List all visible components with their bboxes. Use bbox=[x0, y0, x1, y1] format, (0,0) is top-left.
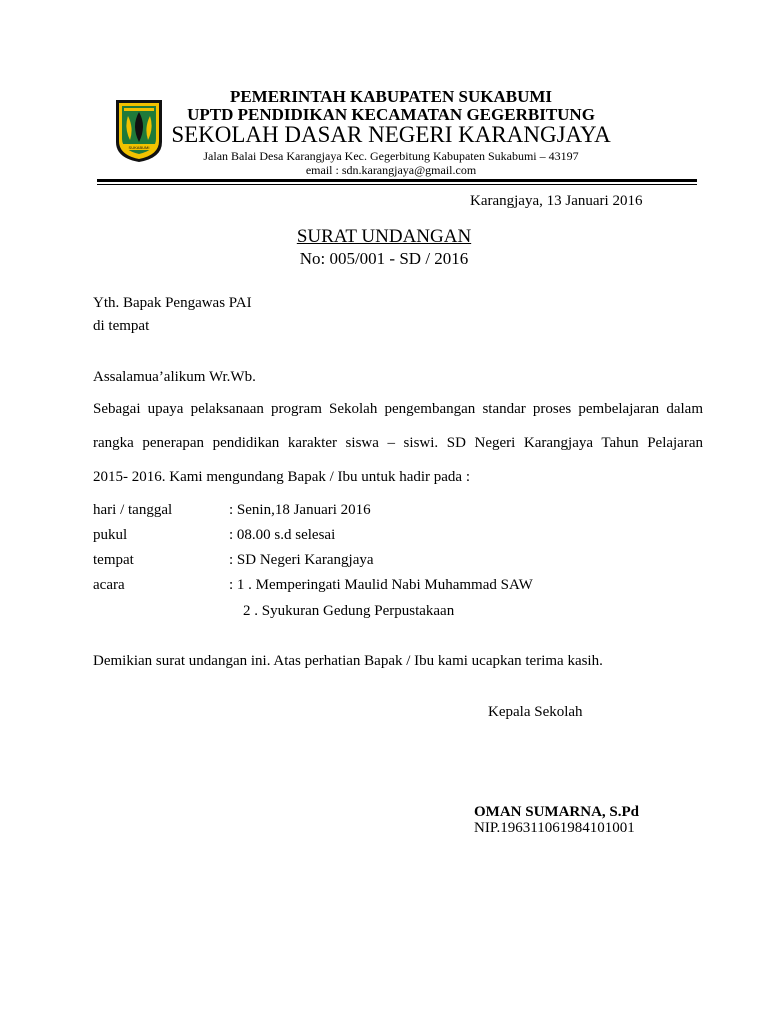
signature-name: OMAN SUMARNA, S.Pd bbox=[474, 804, 639, 820]
recipient-line: Yth. Bapak Pengawas PAI bbox=[93, 295, 252, 311]
detail-label-event: acara bbox=[93, 577, 125, 593]
detail-label-time: pukul bbox=[93, 527, 128, 543]
letterhead-address: Jalan Balai Desa Karangjaya Kec. Gegerbitung Kabupaten Sukabumi – 43197 bbox=[203, 149, 579, 163]
body-line-2: rangka penerapan pendidikan karakter siswa – siswi. SD Negeri Karangjaya Tahun Pelajaran bbox=[93, 435, 703, 451]
greeting: Assalamua’alikum Wr.Wb. bbox=[93, 369, 256, 385]
letterhead-government-line: PEMERINTAH KABUPATEN SUKABUMI bbox=[229, 87, 553, 106]
letterhead-divider-thick bbox=[97, 179, 697, 182]
body-line-3: 2015- 2016. Kami mengundang Bapak / Ibu untuk hadir pada : bbox=[93, 469, 471, 485]
detail-value-day: : Senin,18 Januari 2016 bbox=[229, 502, 371, 518]
detail-value-time: : 08.00 s.d selesai bbox=[229, 527, 336, 543]
closing-sentence: Demikian surat undangan ini. Atas perhatian Bapak / Ibu kami ucapkan terima kasih. bbox=[93, 653, 603, 669]
recipient-place: di tempat bbox=[93, 318, 150, 334]
emblem-banner-text: SUKABUMI bbox=[128, 145, 150, 150]
signature-nip: NIP.196311061984101001 bbox=[474, 820, 635, 836]
letterhead-office-line: UPTD PENDIDIKAN KECAMATAN GEGERBITUNG bbox=[187, 105, 595, 124]
detail-label-place: tempat bbox=[93, 552, 134, 568]
detail-value-place: : SD Negeri Karangjaya bbox=[229, 552, 374, 568]
detail-value-event: : 1 . Memperingati Maulid Nabi Muhammad SAW bbox=[229, 577, 533, 593]
signature-role: Kepala Sekolah bbox=[488, 704, 583, 720]
letter-title: SURAT UNDANGAN bbox=[296, 226, 472, 247]
detail-label-day: hari / tanggal bbox=[93, 502, 173, 518]
letter-number: No: 005/001 - SD / 2016 bbox=[299, 249, 469, 268]
body-line-1: Sebagai upaya pelaksanaan program Sekolah pengembangan standar proses pembelajaran dalam bbox=[93, 401, 703, 417]
letterhead-school-name: SEKOLAH DASAR NEGERI KARANGJAYA bbox=[171, 122, 611, 147]
place-date: Karangjaya, 13 Januari 2016 bbox=[470, 193, 643, 209]
detail-event-item-2: 2 . Syukuran Gedung Perpustakaan bbox=[243, 603, 455, 619]
letterhead-email: email : sdn.karangjaya@gmail.com bbox=[305, 163, 477, 177]
letterhead-divider-thin bbox=[97, 184, 697, 185]
